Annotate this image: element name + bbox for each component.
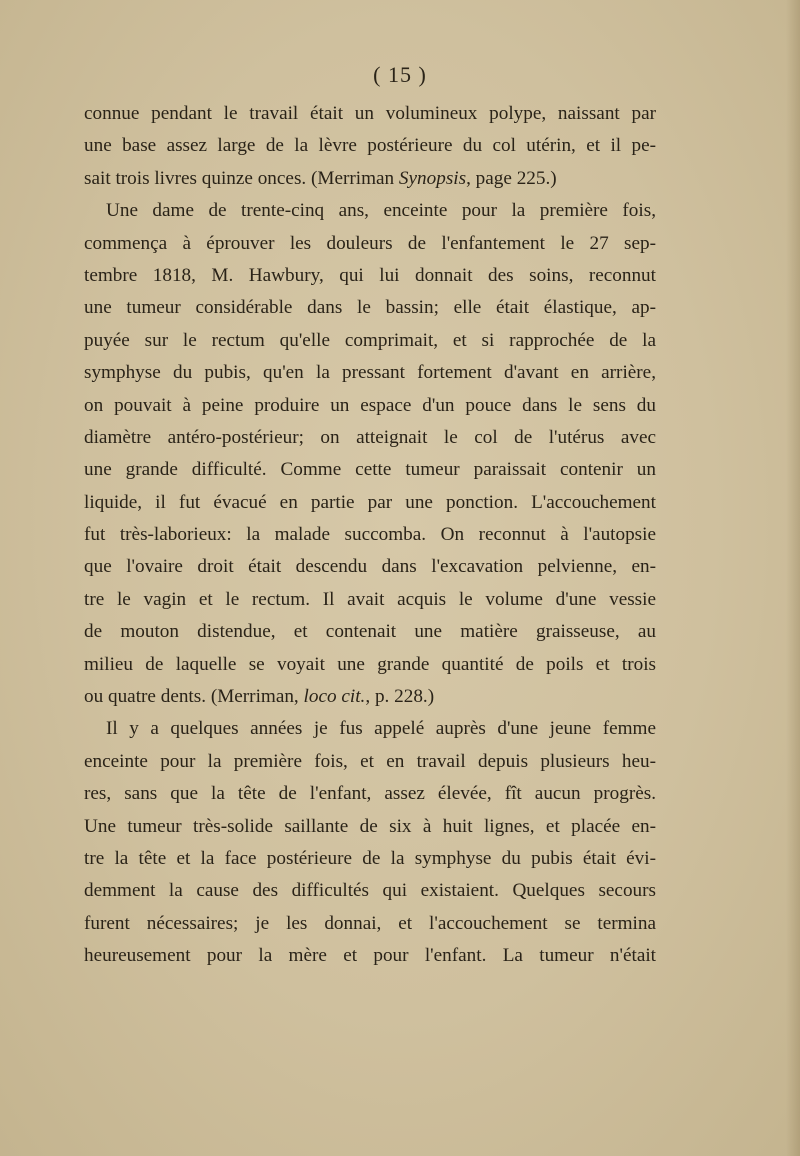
text-line: res, sans que la tête de l'enfant, assez élevée, fît aucun progrès. (84, 783, 656, 805)
text-line: une tumeur considérable dans le bassin; elle était élastique, ap- (84, 297, 656, 319)
text-line-end: , page 225.) (466, 167, 557, 189)
italic-citation-title: loco cit. (303, 686, 366, 708)
page-edge-shadow (786, 0, 800, 1156)
text-line: de mouton distendue, et contenait une matière graisseuse, au (84, 621, 656, 643)
italic-citation-title: Synopsis (398, 167, 467, 189)
text-line: que l'ovaire droit était descendu dans l'excavation pelvienne, en- (84, 556, 656, 578)
text-line: milieu de laquelle se voyait une grande quantité de poils et trois (84, 653, 656, 675)
text-line: tembre 1818, M. Hawbury, qui lui donnait des soins, reconnut (84, 264, 656, 286)
text-line: puyée sur le rectum qu'elle comprimait, et si rapprochée de la (84, 329, 656, 351)
text-line: furent nécessaires; je les donnai, et l'accouchement se termina (84, 912, 656, 934)
text-line: tre le vagin et le rectum. Il avait acquis le volume d'une vessie (84, 588, 656, 610)
text-line-start: ou quatre dents. (Merriman, (84, 686, 304, 708)
text-line: Une dame de trente-cinq ans, enceinte pour la première fois, (106, 200, 656, 222)
text-line-end: , p. 228.) (365, 686, 435, 708)
text-line: tre la tête et la face postérieure de la symphyse du pubis était évi- (84, 847, 656, 869)
text-line: une base assez large de la lèvre postérieure du col utérin, et il pe- (84, 135, 656, 157)
text-line (84, 163, 656, 195)
text-line: diamètre antéro-postérieur; on atteignait le col de l'utérus avec (84, 426, 656, 448)
text-line: liquide, il fut évacué en partie par une ponction. L'accouchement (84, 491, 656, 513)
text-line: heureusement pour la mère et pour l'enfant. La tumeur n'était (84, 945, 656, 967)
page-number: ( 15 ) (373, 62, 427, 87)
body-text (84, 98, 656, 973)
text-line: connue pendant le travail était un volumineux polype, naissant par (84, 103, 656, 124)
text-line-start: sait trois livres quinze onces. (Merriman (84, 167, 399, 189)
text-line: fut très-laborieux: la malade succomba. On reconnut à l'autopsie (84, 524, 656, 546)
text-line: commença à éprouver les douleurs de l'enfantement le 27 sep- (84, 232, 656, 254)
text-line: on pouvait à peine produire un espace d'un pouce dans le sens du (84, 394, 656, 416)
text-line: symphyse du pubis, qu'en la pressant fortement d'avant en arrière, (84, 362, 656, 384)
text-line (84, 681, 656, 713)
text-line: Une tumeur très-solide saillante de six à huit lignes, et placée en- (84, 815, 656, 837)
text-line: enceinte pour la première fois, et en travail depuis plusieurs heu- (84, 750, 656, 772)
text-line: demment la cause des difficultés qui existaient. Quelques secours (84, 880, 656, 902)
text-line: une grande difficulté. Comme cette tumeur paraissait contenir un (84, 459, 656, 481)
text-line: Il y a quelques années je fus appelé auprès d'une jeune femme (106, 718, 656, 740)
